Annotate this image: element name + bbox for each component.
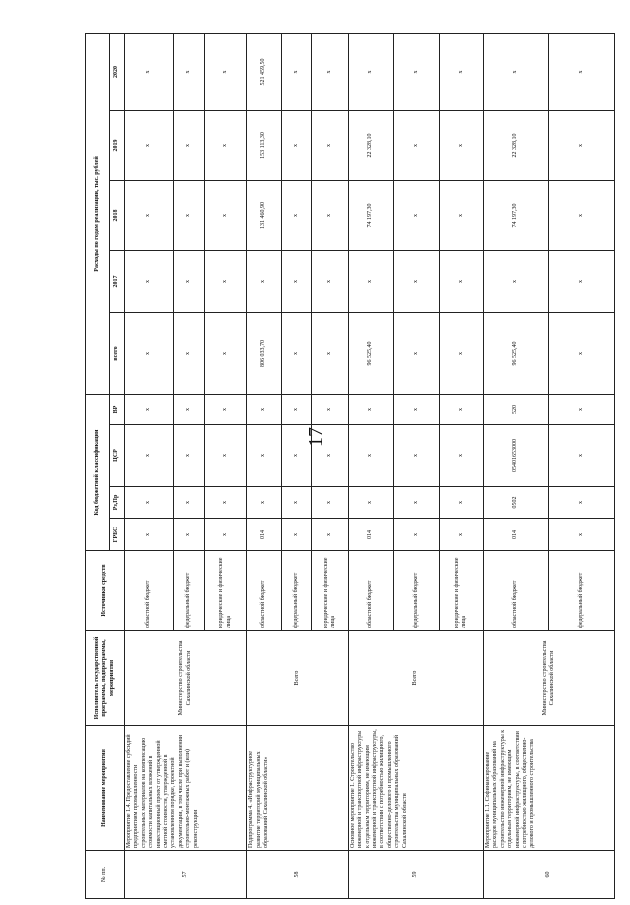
total: х (439, 312, 483, 394)
row-num: 60 (484, 851, 615, 899)
y2018: х (204, 180, 246, 250)
header-executor: Исполнитель государственной программы, подпрограммы, мероприятия (86, 631, 125, 726)
header-2019: 2019 (109, 110, 124, 180)
header-num: № пп. (86, 851, 125, 899)
rzpr: х (204, 487, 246, 519)
header-event: Наименование мероприятия (86, 726, 125, 851)
source: областной бюджет (484, 551, 549, 631)
source: областной бюджет (247, 551, 282, 631)
source: федеральный бюджет (394, 551, 439, 631)
grbs: х (439, 519, 483, 551)
y2017: х (439, 250, 483, 312)
vr: х (281, 394, 311, 424)
csr: х (124, 425, 173, 487)
event-name: Основное мероприятие 1. Строительство инженерной и транспортной инфраструктуры к отдельным территориям, не имеющим инженерной и транспортной инфраструктуры, в соответствии с потребностью жилищного, общественно-делового и промышленного строительства муниципальных образований Сахалинской области (348, 726, 483, 851)
total: х (173, 312, 204, 394)
y2019: х (394, 110, 439, 180)
row-num: 58 (247, 851, 349, 899)
rzpr: х (548, 487, 614, 519)
y2019: х (312, 110, 349, 180)
grbs: х (204, 519, 246, 551)
total: х (281, 312, 311, 394)
y2020: х (281, 33, 311, 110)
y2019: х (173, 110, 204, 180)
y2017: х (484, 250, 549, 312)
y2018: 131 460,90 (247, 180, 282, 250)
y2020: х (312, 33, 349, 110)
grbs: 014 (348, 519, 393, 551)
y2020: х (548, 33, 614, 110)
csr: х (281, 425, 311, 487)
executor: Министерство строительства Сахалинской области (124, 631, 246, 726)
source: федеральный бюджет (173, 551, 204, 631)
executor: Всего (348, 631, 483, 726)
header-csr: ЦСР (109, 425, 124, 487)
total: 96 525,40 (348, 312, 393, 394)
y2018: х (124, 180, 173, 250)
y2020: х (439, 33, 483, 110)
header-cost-group: Расходы по годам реализации, тыс. рублей (86, 33, 110, 394)
header-rzpr: Рз,Пр (109, 487, 124, 519)
y2018: х (173, 180, 204, 250)
vr: х (124, 394, 173, 424)
y2017: х (281, 250, 311, 312)
y2019: 153 113,30 (247, 110, 282, 180)
grbs: х (548, 519, 614, 551)
total: х (312, 312, 349, 394)
rzpr: х (124, 487, 173, 519)
y2017: х (247, 250, 282, 312)
event-name: Мероприятие 1.1. Софинансирование расходов муниципальных образований на строительство инженерной инфраструктуры к отдельным территориям, не имеющим инженерной инфраструктуры, в соответствии с потребностью жилищного, общественно-делового и промышленного строительства (484, 726, 615, 851)
y2020: х (124, 33, 173, 110)
y2019: 22 328,10 (348, 110, 393, 180)
budget-table (85, 33, 615, 899)
row-num: 59 (348, 851, 483, 899)
y2017: х (173, 250, 204, 312)
y2019: х (281, 110, 311, 180)
y2018: 74 197,30 (348, 180, 393, 250)
row-num: 57 (124, 851, 246, 899)
vr: х (173, 394, 204, 424)
vr: х (548, 394, 614, 424)
y2017: х (548, 250, 614, 312)
header-vr: ВР (109, 394, 124, 424)
y2017: х (348, 250, 393, 312)
rzpr: х (281, 487, 311, 519)
vr: х (394, 394, 439, 424)
total: 96 525,40 (484, 312, 549, 394)
total: х (548, 312, 614, 394)
csr: х (173, 425, 204, 487)
vr: х (439, 394, 483, 424)
vr: х (247, 394, 282, 424)
csr: х (439, 425, 483, 487)
rzpr: х (312, 487, 349, 519)
grbs: 014 (484, 519, 549, 551)
y2020: х (173, 33, 204, 110)
source: федеральный бюджет (548, 551, 614, 631)
y2020: х (204, 33, 246, 110)
y2017: х (204, 250, 246, 312)
y2019: х (124, 110, 173, 180)
csr: х (548, 425, 614, 487)
grbs: х (394, 519, 439, 551)
rzpr: х (173, 487, 204, 519)
y2018: х (281, 180, 311, 250)
csr: х (312, 425, 349, 487)
y2017: х (394, 250, 439, 312)
rzpr: х (394, 487, 439, 519)
header-source: Источники средств (86, 551, 125, 631)
y2020: х (348, 33, 393, 110)
vr: х (204, 394, 246, 424)
header-code-group: Код бюджетной классификации (86, 394, 110, 550)
source: федеральный бюджет (281, 551, 311, 631)
csr: х (394, 425, 439, 487)
rzpr: х (348, 487, 393, 519)
csr: х (204, 425, 246, 487)
rzpr: х (247, 487, 282, 519)
csr: х (247, 425, 282, 487)
total: х (204, 312, 246, 394)
page-number: 17 (305, 427, 327, 447)
header-2017: 2017 (109, 250, 124, 312)
y2019: 22 328,10 (484, 110, 549, 180)
header-2018: 2018 (109, 180, 124, 250)
table-row (348, 33, 393, 898)
y2018: х (548, 180, 614, 250)
source: областной бюджет (348, 551, 393, 631)
total: 806 033,70 (247, 312, 282, 394)
grbs: х (173, 519, 204, 551)
y2020: х (394, 33, 439, 110)
header-grbs: ГРБС (109, 519, 124, 551)
y2018: 74 197,30 (484, 180, 549, 250)
y2019: х (439, 110, 483, 180)
y2019: х (204, 110, 246, 180)
vr: 520 (484, 394, 549, 424)
grbs: х (312, 519, 349, 551)
rotated-table-wrapper (85, 34, 615, 899)
source: областной бюджет (124, 551, 173, 631)
vr: х (312, 394, 349, 424)
rzpr: 0502 (484, 487, 549, 519)
vr: х (348, 394, 393, 424)
executor: Всего (247, 631, 349, 726)
y2020: х (484, 33, 549, 110)
rzpr: х (439, 487, 483, 519)
csr: 05401653000 (484, 425, 549, 487)
table-row (247, 33, 282, 898)
y2018: х (439, 180, 483, 250)
total: х (394, 312, 439, 394)
grbs: х (124, 519, 173, 551)
executor: Министерство строительства Сахалинской области (484, 631, 615, 726)
grbs: х (281, 519, 311, 551)
y2019: х (548, 110, 614, 180)
header-2020: 2020 (109, 33, 124, 110)
y2017: х (312, 250, 349, 312)
total: х (124, 312, 173, 394)
y2018: х (394, 180, 439, 250)
y2018: х (312, 180, 349, 250)
grbs: 014 (247, 519, 282, 551)
table-row (124, 33, 173, 898)
event-name: Мероприятие 1.4. Предоставление субсидий предприятиям промышленности строительных материалов на компенсацию стоимости капитальных вложений в инвестиционный проект от утвержденной сметной стоимости, утвержденной в установленном порядке, проектной документации, в том числе при выполнении строительно-монтажных работ и (или) реконструкции (124, 726, 246, 851)
csr: х (348, 425, 393, 487)
source: юридические и физические лица (439, 551, 483, 631)
event-name: Подпрограмма 4. «Инфраструктурное развитие территорий муниципальных образований Сахалинской области» (247, 726, 349, 851)
table-row (484, 33, 549, 898)
source: юридические и физические лица (312, 551, 349, 631)
header-total: всего (109, 312, 124, 394)
y2020: 521 459,50 (247, 33, 282, 110)
y2017: х (124, 250, 173, 312)
source: юридические и физические лица (204, 551, 246, 631)
